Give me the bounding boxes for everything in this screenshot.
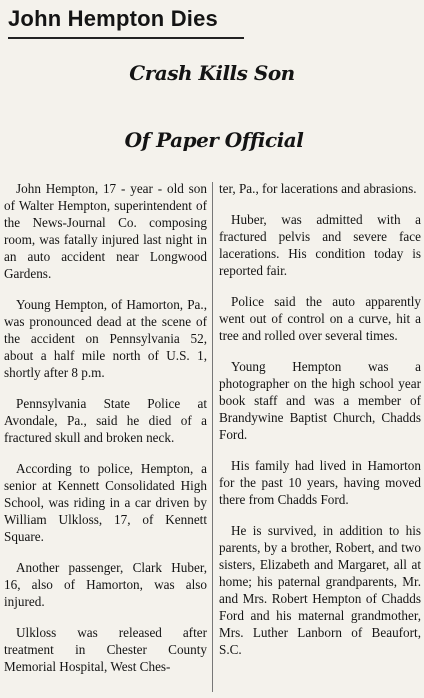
kicker-heading (8, 3, 244, 39)
paragraph: Pennsylvania State Police at Avondale, Pa., said he died of a fractured skull and broken neck. (4, 396, 207, 445)
paragraph-continuation: ter, Pa., for lacerations and abrasions. (219, 181, 417, 196)
article-column-right (219, 180, 421, 694)
paragraph: Huber, was admitted with a fractured pelvis and severe face lacerations. His condition today is reported fair. (219, 212, 421, 278)
headline-line-2: Of Paper Official (124, 128, 304, 152)
paragraph: He is survived, in addition to his parents, by a brother, Robert, and two sisters, Elizabeth and Margaret, all at home; his paternal grandparents, Mr. and Mrs. Robert Hempton of Chadds Ford and his maternal grandmother, Mrs. Luther Lanborn of Beaufort, S.C. (219, 523, 421, 657)
paragraph: Ulkloss was released after treatment in Chester County Memorial Hospital, West Ches- (4, 625, 207, 674)
paragraph: Young Hempton was a photographer on the high school year book staff and was a member of Brandywine Baptist Church, Chadds Ford. (219, 359, 421, 442)
paragraph: His family had lived in Hamorton for the past 10 years, having moved there from Chadds Ford. (219, 458, 421, 507)
paragraph: Young Hempton, of Hamorton, Pa., was pronounced dead at the scene of the accident on Pennsylvania 52, about a half mile north of U.S. 1, shortly after 8 p.m. (4, 297, 207, 380)
column-divider (212, 182, 213, 692)
paragraph: Another passenger, Clark Huber, 16, also of Hamorton, was also injured. (4, 560, 207, 609)
paragraph: According to police, Hempton, a senior at Kennett Consolidated High School, was riding in a car driven by William Ulkloss, 17, of Kennett Square. (4, 461, 207, 544)
paragraph: John Hempton, 17 - year - old son of Walter Hempton, superintendent of the News-Journal Co. composing room, was fatally injured last night in an auto accident near Longwood Gardens. (4, 181, 207, 281)
headline-line-1: Crash Kills Son (129, 61, 295, 85)
article-column-left (4, 180, 207, 694)
kicker-text: John Hempton Dies (8, 6, 218, 31)
paragraph: Police said the auto apparently went out of control on a curve, hit a tree and rolled over several times. (219, 294, 421, 343)
